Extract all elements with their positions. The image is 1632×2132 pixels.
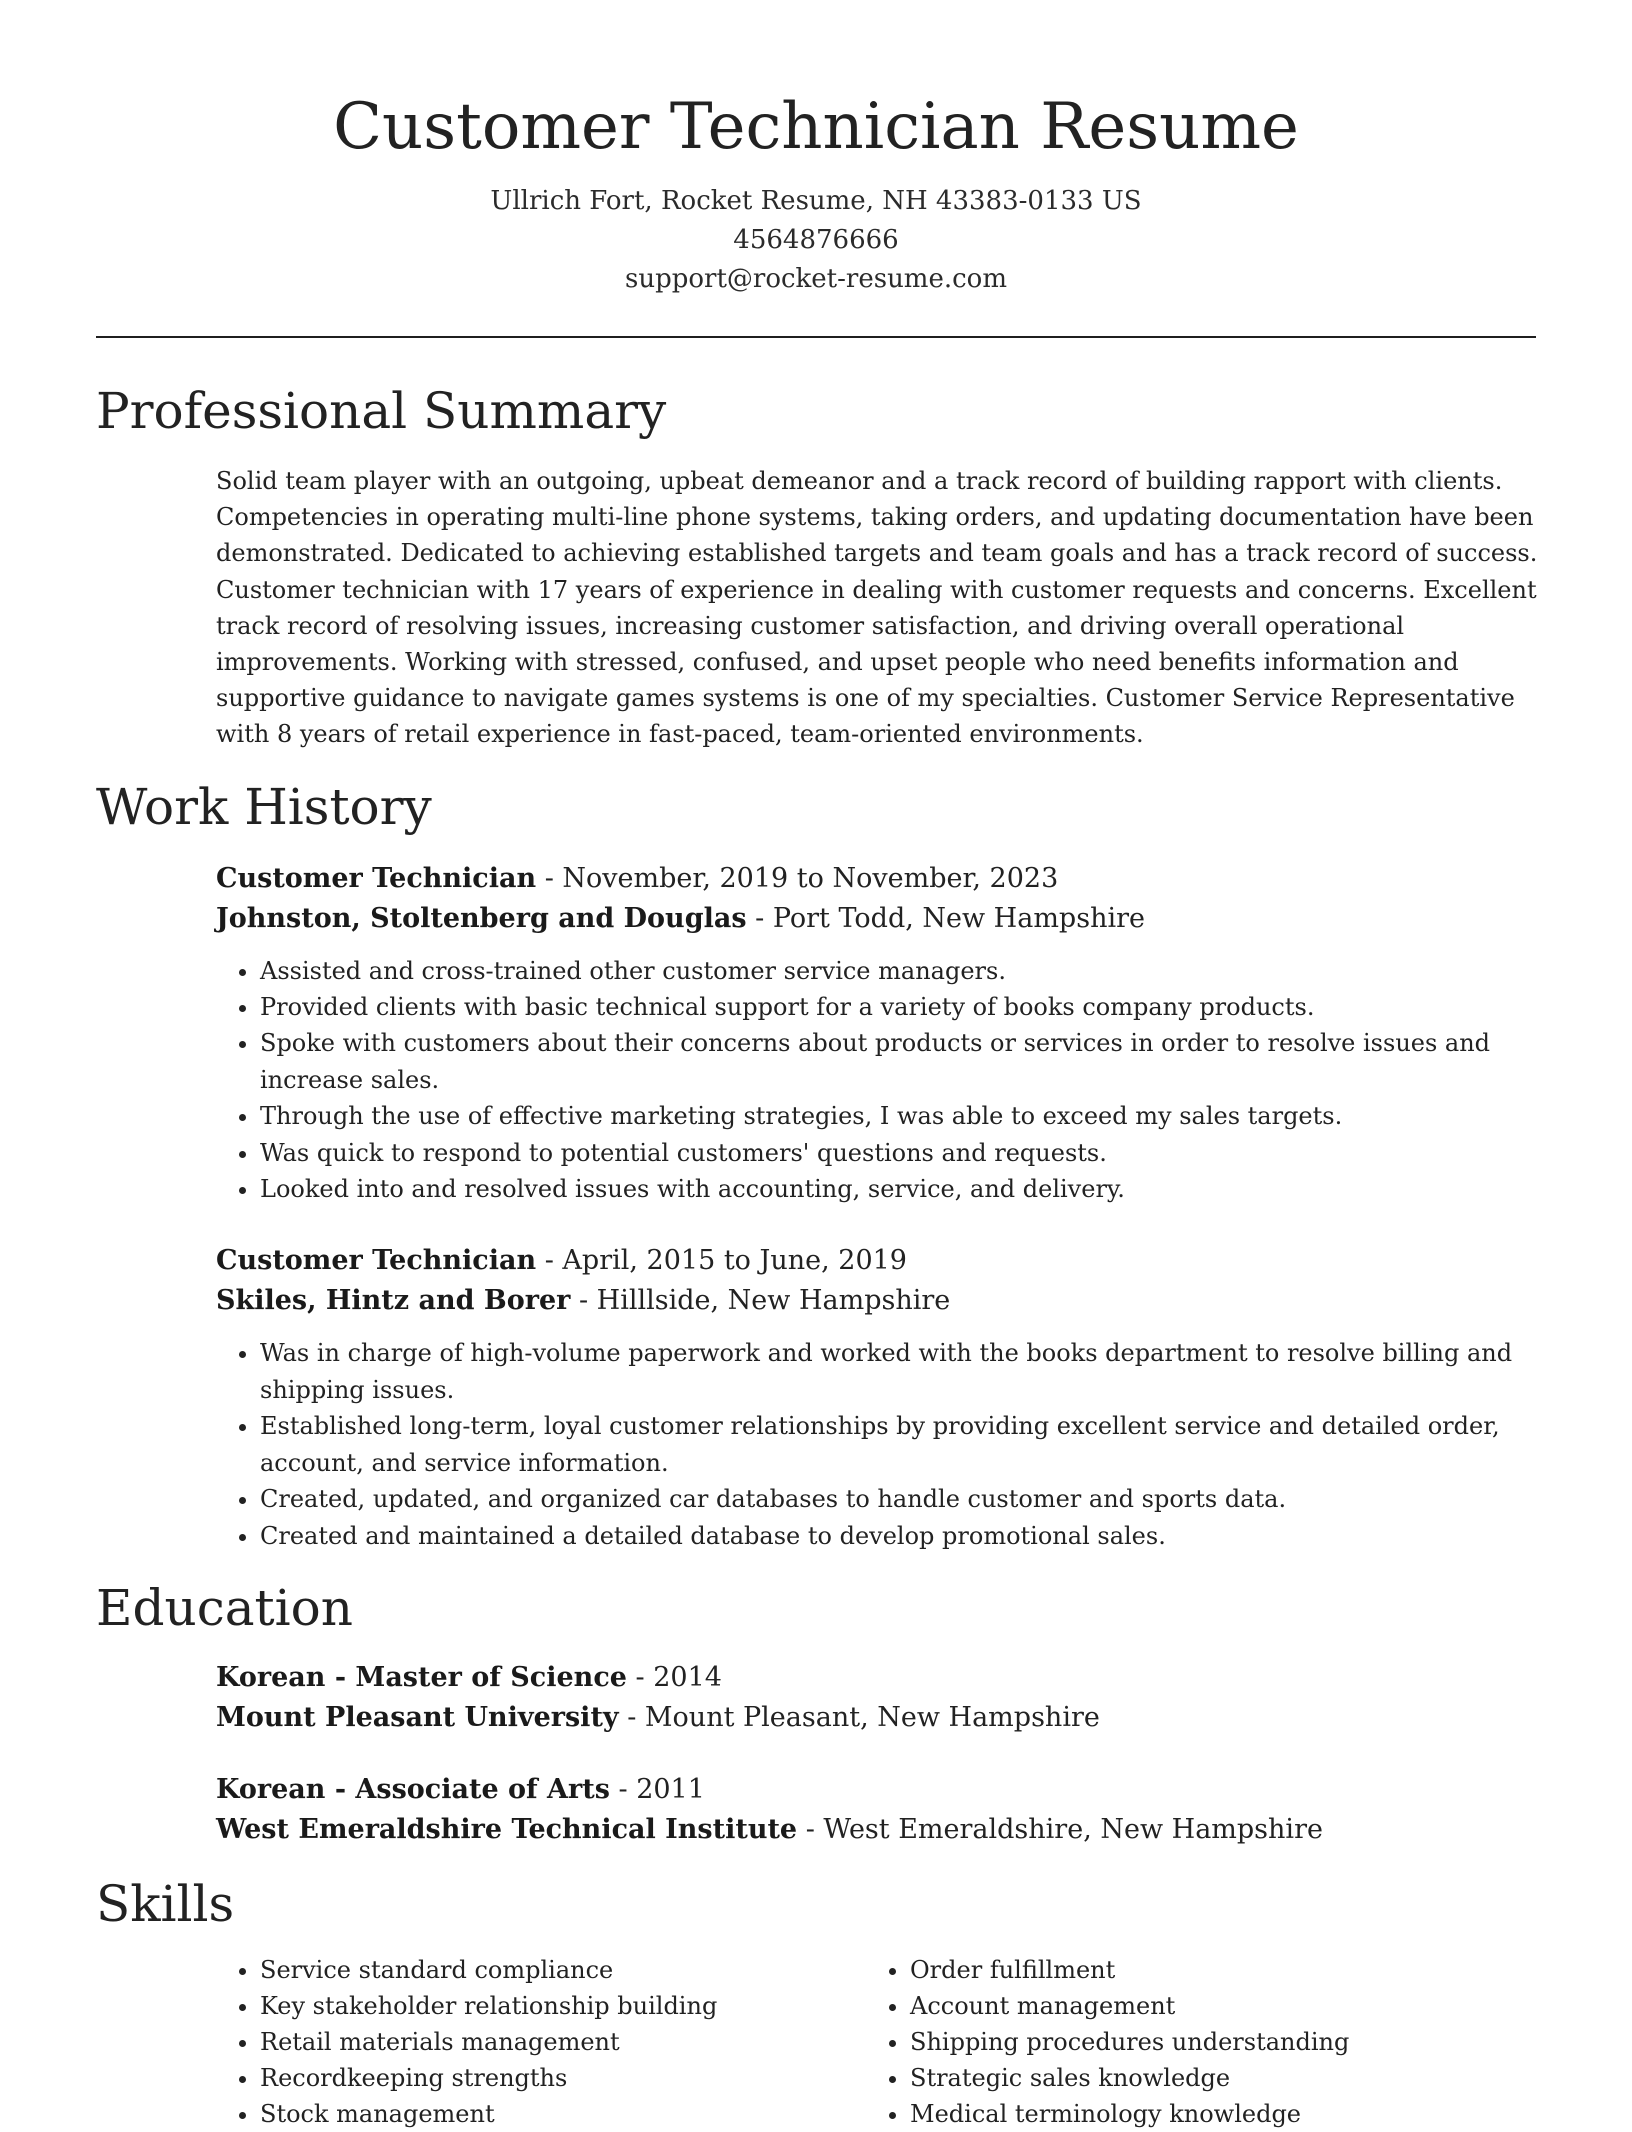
contact-phone: 4564876666: [733, 225, 899, 255]
list-item: • Through the use of effective marketing strategies, I was able to exceed my sales targets.: [260, 1098, 1536, 1134]
list-item: • Strategic sales knowledge: [910, 2060, 1516, 2096]
list-item: • Assisted and cross-trained other customer service managers.: [260, 953, 1536, 989]
job-title: Customer Technician: [216, 862, 537, 894]
job-title: Customer Technician: [216, 1245, 537, 1277]
job-bullets: [216, 953, 1536, 1208]
list-item: • Spoke with customers about their concerns about products or services in order to resolve issues and increase sales.: [260, 1025, 1536, 1098]
work-history-heading: Work History: [96, 777, 432, 836]
job-bullets: [216, 1335, 1536, 1553]
list-item: • Was quick to respond to potential customers' questions and requests.: [260, 1135, 1536, 1171]
list-item: • Order fulfillment: [910, 1952, 1516, 1988]
list-item: • Looked into and resolved issues with accounting, service, and delivery.: [260, 1171, 1536, 1207]
contact-email: support@rocket-resume.com: [624, 264, 1007, 294]
skills-section: [96, 1952, 1536, 2132]
list-item: • Established long-term, loyal customer relationships by providing excellent service and detailed order, account, and service information.: [260, 1408, 1536, 1481]
job-dates: - April, 2015 to June, 2019: [536, 1245, 907, 1277]
list-item: • Created and maintained a detailed database to develop promotional sales.: [260, 1518, 1536, 1554]
skills-list-right: [866, 1952, 1516, 2132]
degree-line: [216, 1658, 1536, 1698]
resume-title: Customer Technician Resume: [333, 90, 1299, 164]
education-entry: [216, 1770, 1536, 1850]
list-item: • Stock management: [260, 2096, 866, 2132]
list-item: • Key stakeholder relationship building: [260, 1988, 866, 2024]
school-name: Mount Pleasant University: [216, 1701, 619, 1733]
work-history-section: [96, 859, 1536, 1554]
job-location: - Port Todd, New Hampshire: [746, 902, 1145, 934]
education-heading: Education: [96, 1578, 353, 1637]
degree-name: - Master of Science: [325, 1661, 627, 1693]
job-dates: - November, 2019 to November, 2023: [536, 862, 1059, 894]
summary-heading: Professional Summary: [96, 382, 667, 440]
job-entry: [216, 859, 1536, 1208]
summary-section: [96, 463, 1536, 753]
summary-text: Solid team player with an outgoing, upbeat demeanor and a track record of building rapport with clients. Competencies in operating multi-line phone systems, taking orders, and updating documentation have been demonstrated. Dedicated to achieving established targets and team goals and has a track record of success. Customer technician with 17 years of experience in dealing with customer requests and concerns. Excellent track record of resolving issues, increasing customer satisfaction, and driving overall operational improvements. Working with stressed, confused, and upset people who need benefits information and supportive guidance to navigate games systems is one of my specialties. Customer Service Representative with 8 years of retail experience in fast-paced, team-oriented environments.: [216, 467, 1538, 749]
job-company: Johnston, Stoltenberg and Douglas: [216, 902, 747, 934]
skills-columns: [216, 1952, 1536, 2132]
degree-year: - 2011: [609, 1773, 705, 1805]
resume-page: [96, 0, 1538, 2128]
degree-field: Korean: [216, 1661, 326, 1693]
school-line: [216, 1810, 1536, 1850]
job-location: - Hilllside, New Hampshire: [570, 1285, 951, 1317]
list-item: • Provided clients with basic technical support for a variety of books company products.: [260, 989, 1536, 1025]
school-name: West Emeraldshire Technical Institute: [216, 1813, 798, 1845]
school-location: - Mount Pleasant, New Hampshire: [618, 1701, 1100, 1733]
degree-name: - Associate of Arts: [325, 1773, 610, 1805]
job-company-line: [216, 1281, 1536, 1321]
education-section: [96, 1658, 1536, 1850]
job-title-line: [216, 859, 1536, 899]
list-item: • Service standard compliance: [260, 1952, 866, 1988]
school-location: - West Emeraldshire, New Hampshire: [797, 1813, 1323, 1845]
job-title-line: [216, 1241, 1536, 1281]
list-item: • Created, updated, and organized car databases to handle customer and sports data.: [260, 1481, 1536, 1517]
list-item: • Account management: [910, 1988, 1516, 2024]
education-entry: [216, 1658, 1536, 1738]
degree-field: Korean: [216, 1773, 326, 1805]
list-item: • Was in charge of high-volume paperwork and worked with the books department to resolve billing and shipping issues.: [260, 1335, 1536, 1408]
school-line: [216, 1698, 1536, 1738]
job-entry: [216, 1241, 1536, 1553]
resume-header: [96, 0, 1536, 299]
skills-heading: Skills: [96, 1874, 235, 1933]
header-divider: [96, 336, 1536, 338]
job-company-line: [216, 899, 1536, 939]
list-item: • Retail materials management: [260, 2024, 866, 2060]
job-company: Skiles, Hintz and Borer: [216, 1285, 571, 1317]
degree-line: [216, 1770, 1536, 1810]
degree-year: - 2014: [626, 1661, 722, 1693]
skills-list-left: [216, 1952, 866, 2132]
list-item: • Medical terminology knowledge: [910, 2096, 1516, 2132]
list-item: • Shipping procedures understanding: [910, 2024, 1516, 2060]
list-item: • Recordkeeping strengths: [260, 2060, 866, 2096]
contact-address: Ullrich Fort, Rocket Resume, NH 43383-0133 US: [490, 186, 1142, 216]
